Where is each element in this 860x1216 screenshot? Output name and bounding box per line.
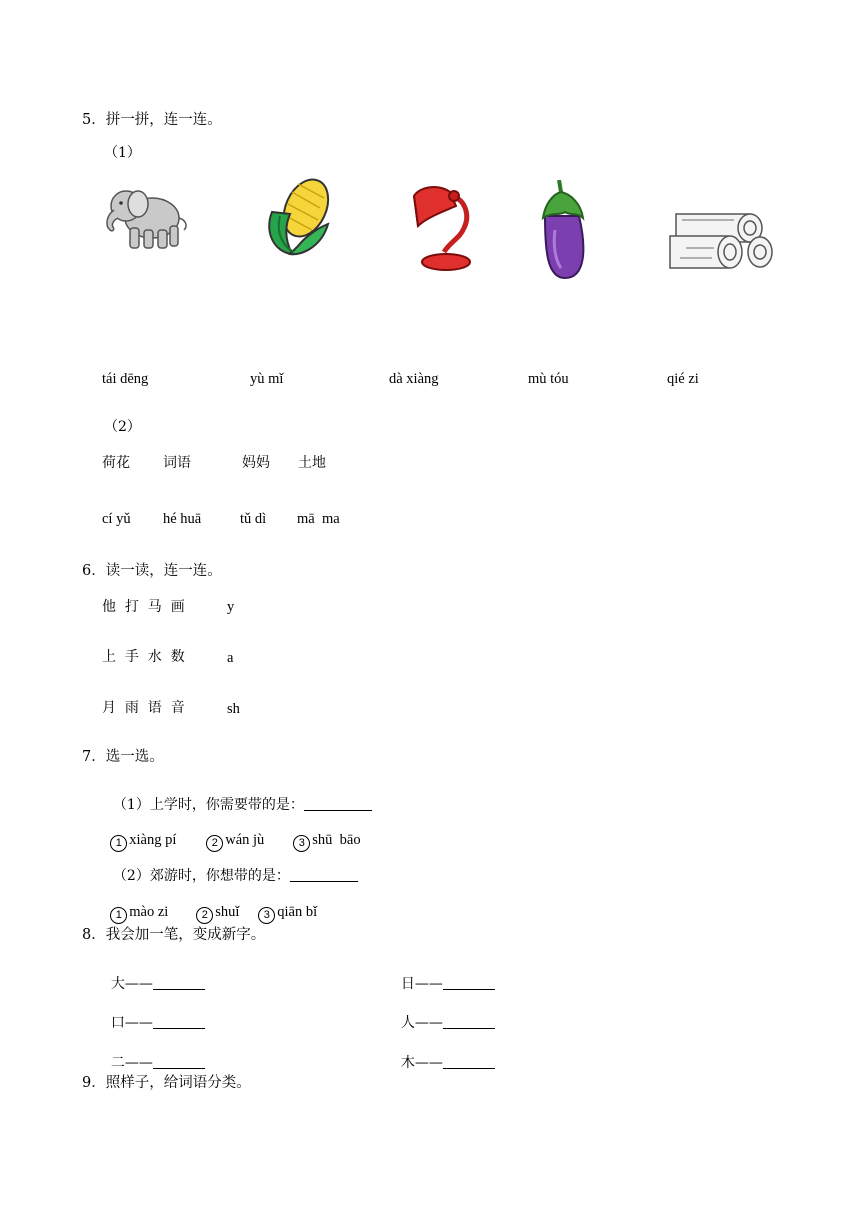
circled-number: 1: [110, 907, 127, 924]
circled-number: 1: [110, 835, 127, 852]
eggplant-icon: [535, 180, 591, 284]
answer-blank[interactable]: [304, 798, 372, 811]
pinyin-option: qié zi: [667, 371, 699, 387]
character-row: 月 雨 语 音: [102, 700, 185, 716]
item-label: 木——: [400, 1055, 443, 1071]
question-7-sub-2: [104, 855, 358, 883]
question-9-title: 9．照样子，给词语分类。: [82, 1075, 251, 1091]
option-3: [286, 818, 361, 852]
add-stroke-item: [102, 963, 205, 991]
sound-option: sh: [227, 701, 240, 717]
option-text: shū bāo: [312, 831, 361, 848]
pinyin-option: mā ma: [297, 511, 340, 527]
option-1: [103, 818, 176, 852]
desk-lamp-icon: [406, 182, 478, 274]
elephant-icon: [100, 180, 192, 254]
circled-number: 3: [258, 907, 275, 924]
question-6-title: 6．读一读，连一连。: [82, 563, 222, 579]
answer-blank[interactable]: [443, 977, 495, 990]
option-text: xiàng pí: [129, 831, 177, 848]
question-8-title: 8．我会加一笔，变成新字。: [82, 927, 266, 943]
question-5-title: 5．拼一拼，连一连。: [82, 112, 222, 128]
item-label: 大——: [110, 976, 153, 992]
sub-question-text: （2）郊游时，你想带的是：: [112, 868, 290, 884]
add-stroke-item: [392, 1002, 495, 1030]
answer-blank[interactable]: [290, 869, 358, 882]
option-2: [189, 890, 239, 924]
circled-number: 3: [293, 835, 310, 852]
word-option: 妈妈: [242, 455, 270, 471]
pinyin-option: yù mǐ: [250, 371, 284, 387]
question-7-title: 7．选一选。: [82, 749, 164, 765]
answer-blank[interactable]: [153, 1016, 205, 1029]
character-row: 上 手 水 数: [102, 649, 185, 665]
corn-icon: [262, 172, 338, 262]
word-option: 词语: [163, 455, 191, 471]
option-text: wán jù: [225, 831, 265, 848]
pinyin-option: tái dēng: [102, 371, 149, 387]
answer-blank[interactable]: [153, 1056, 205, 1069]
add-stroke-item: [102, 1002, 205, 1030]
add-stroke-item: [392, 1042, 495, 1070]
item-label: 二——: [110, 1055, 153, 1071]
sub-question-text: （1）上学时，你需要带的是：: [112, 797, 304, 813]
add-stroke-item: [102, 1042, 205, 1070]
character-row: 他 打 马 画: [102, 599, 185, 615]
item-label: 日——: [400, 976, 443, 992]
pinyin-option: mù tóu: [528, 371, 569, 387]
sound-option: y: [227, 599, 235, 615]
option-text: mào zi: [129, 903, 169, 920]
item-label: 人——: [400, 1015, 443, 1031]
circled-number: 2: [196, 907, 213, 924]
pinyin-option: cí yǔ: [102, 511, 131, 527]
option-3: [251, 890, 317, 924]
question-5-part-1-label: （1）: [104, 145, 141, 161]
option-1: [103, 890, 168, 924]
wood-logs-icon: [664, 208, 776, 276]
word-option: 土地: [298, 455, 326, 471]
question-7-sub-1: [104, 784, 372, 812]
item-label: 口——: [110, 1015, 153, 1031]
answer-blank[interactable]: [153, 977, 205, 990]
option-text: qiān bǐ: [277, 903, 318, 920]
answer-blank[interactable]: [443, 1016, 495, 1029]
add-stroke-item: [392, 963, 495, 991]
pinyin-option: dà xiàng: [389, 371, 439, 387]
answer-blank[interactable]: [443, 1056, 495, 1069]
pinyin-option: tǔ dì: [240, 511, 267, 527]
option-2: [199, 818, 264, 852]
question-5-part-2-label: （2）: [104, 419, 141, 435]
option-text: shuǐ: [215, 903, 240, 920]
word-option: 荷花: [102, 455, 130, 471]
pinyin-option: hé huā: [163, 511, 202, 527]
sound-option: a: [227, 650, 234, 666]
circled-number: 2: [206, 835, 223, 852]
